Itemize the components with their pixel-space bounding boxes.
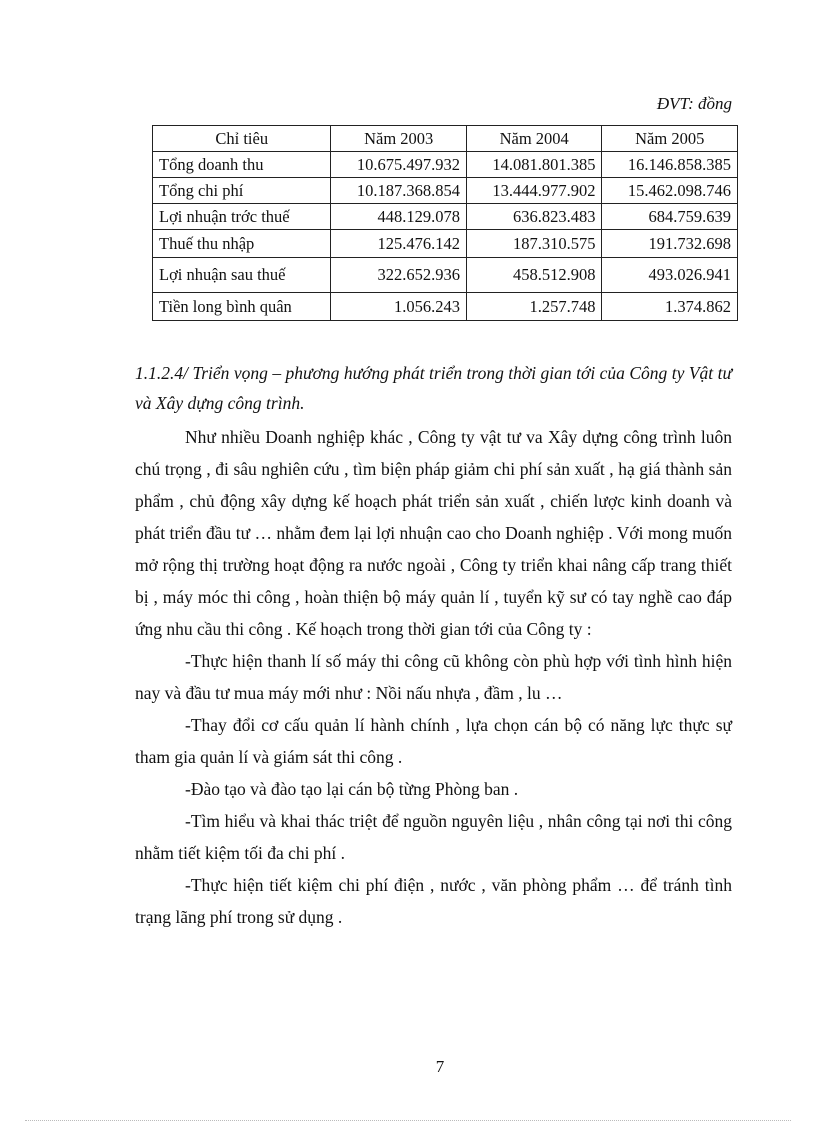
table-cell: 187.310.575 [466,230,602,258]
table-cell: 322.652.936 [331,258,467,293]
table-cell: 1.374.862 [602,293,738,321]
paragraph: -Tìm hiểu và khai thác triệt để nguồn nguyên liệu , nhân công tại nơi thi công nhằm tiết kiệm tối đa chi phí . [135,811,732,863]
row-label: Tổng chi phí [153,178,331,204]
table-cell: 10.675.497.932 [331,152,467,178]
paragraph: -Thực hiện thanh lí số máy thi công cũ không còn phù hợp với tình hình hiện nay và đầu tư mua máy mới như : Nồi nấu nhựa , đầm , lu … [135,651,732,703]
financial-table [152,125,738,321]
paragraph: -Thay đổi cơ cấu quản lí hành chính , lựa chọn cán bộ có năng lực thực sự tham gia quản lí và giám sát thi công . [135,715,732,767]
row-label: Tiền long bình quân [153,293,331,321]
row-label: Tổng doanh thu [153,152,331,178]
table-row [153,293,738,321]
table-cell: 16.146.858.385 [602,152,738,178]
page-bottom-divider [25,1120,791,1121]
unit-label: ĐVT: đồng [656,94,732,113]
section-heading: 1.1.2.4/ Triển vọng – phương hướng phát triển trong thời gian tới của Công ty Vật tư và Xây dựng công trình. [135,363,732,413]
table-cell: 493.026.941 [602,258,738,293]
table-cell: 125.476.142 [331,230,467,258]
table-cell: 1.056.243 [331,293,467,321]
table-row [153,258,738,293]
table-header-row [153,126,738,152]
body-text [135,421,732,933]
table-cell: 458.512.908 [466,258,602,293]
paragraph: -Thực hiện tiết kiệm chi phí điện , nước , văn phòng phẩm … để tránh tình trạng lãng phí trong sử dụng . [135,875,732,927]
table-cell: 10.187.368.854 [331,178,467,204]
table-cell: 684.759.639 [602,204,738,230]
table-row [153,178,738,204]
paragraph: Như nhiều Doanh nghiệp khác , Công ty vật tư va Xây dựng công trình luôn chú trọng , đi sâu nghiên cứu , tìm biện pháp giảm chi phí sản xuất , hạ giá thành sản phẩm , chủ động xây dựng kế hoạch phát triển sản xuất , chiến lược kinh doanh và phát triển đầu tư … nhằm đem lại lợi nhuận cao cho Doanh nghiệp . Với mong muốn mở rộng thị trường hoạt động ra nước ngoài , Công ty triển khai nâng cấp trang thiết bị , máy móc thi công , hoàn thiện bộ máy quản lí , tuyển kỹ sư có tay nghề cao đáp ứng nhu cầu thi công . Kế hoạch trong thời gian tới của Công ty : [135,427,732,639]
paragraph: -Đào tạo và đào tạo lại cán bộ từng Phòng ban . [185,779,519,799]
table-cell: 15.462.098.746 [602,178,738,204]
table-row [153,152,738,178]
column-header: Năm 2003 [331,126,467,152]
table-cell: 14.081.801.385 [466,152,602,178]
column-header: Chỉ tiêu [153,126,331,152]
page-number: 7 [435,1057,445,1076]
column-header: Năm 2004 [466,126,602,152]
table-cell: 1.257.748 [466,293,602,321]
column-header: Năm 2005 [602,126,738,152]
row-label: Lợi nhuận trớc thuế [153,204,331,230]
table-row [153,204,738,230]
table-row [153,230,738,258]
table-cell: 191.732.698 [602,230,738,258]
row-label: Lợi nhuận sau thuế [153,258,331,293]
table-cell: 13.444.977.902 [466,178,602,204]
table-cell: 636.823.483 [466,204,602,230]
table-cell: 448.129.078 [331,204,467,230]
row-label: Thuế thu nhập [153,230,331,258]
